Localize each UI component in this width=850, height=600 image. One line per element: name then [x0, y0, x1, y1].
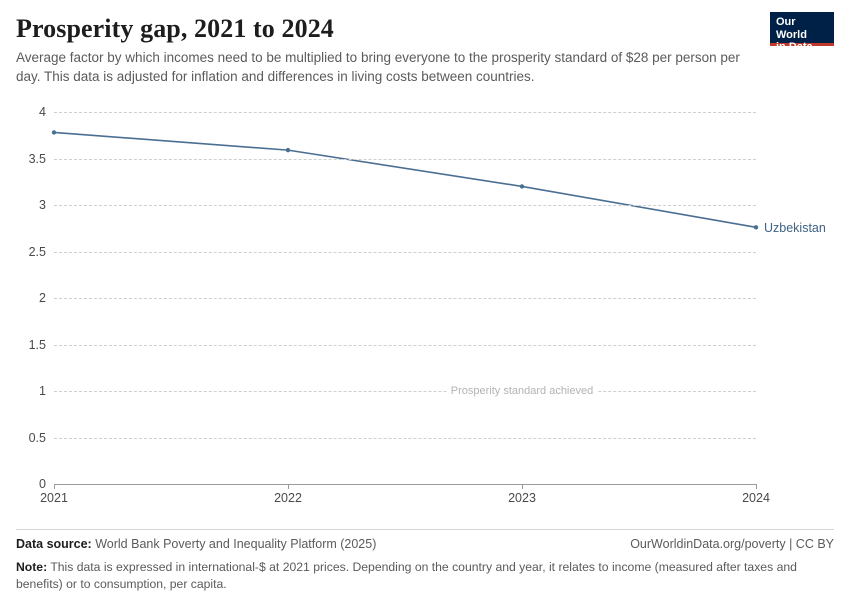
x-axis-tick-label: 2022	[274, 491, 302, 506]
y-axis-tick-label: 0.5	[28, 430, 46, 445]
gridline	[54, 298, 756, 299]
y-axis-tick-label: 1	[39, 384, 46, 399]
footer-sources-row	[16, 537, 834, 551]
logo-line-2: in Data	[776, 41, 813, 54]
series-point[interactable]	[52, 131, 56, 135]
owid-logo[interactable]	[770, 12, 834, 54]
x-axis-tick-label: 2024	[742, 491, 770, 506]
x-axis-tick-label: 2023	[508, 491, 536, 506]
y-axis-tick-label: 3.5	[28, 151, 46, 166]
series-point[interactable]	[754, 225, 758, 229]
data-source-label: Data source:	[16, 537, 92, 552]
footer-divider	[16, 529, 834, 530]
y-axis-tick-label: 4	[39, 105, 46, 120]
x-axis-tick-mark	[756, 484, 757, 489]
y-axis-tick-label: 0	[39, 477, 46, 492]
series-point[interactable]	[286, 148, 290, 152]
y-axis-tick-label: 2	[39, 291, 46, 306]
series-label-uzbekistan[interactable]: Uzbekistan	[764, 220, 826, 235]
gridline	[54, 484, 756, 485]
x-axis-tick-mark	[522, 484, 523, 489]
gridline	[54, 438, 756, 439]
chart-footer	[16, 529, 834, 592]
data-source	[16, 537, 376, 551]
y-axis-tick-label: 1.5	[28, 337, 46, 352]
note-text: This data is expressed in international-$ at 2021 prices. Depending on the country and year, it relates to income (measured after taxes and benefits) or to consumption, per capita.	[16, 560, 797, 591]
note-label: Note:	[16, 560, 48, 575]
owid-link[interactable]: OurWorldinData.org/poverty | CC BY	[630, 537, 834, 552]
gridline	[54, 345, 756, 346]
plot-region[interactable]	[28, 105, 826, 506]
chart-area[interactable]	[16, 100, 834, 510]
series-point[interactable]	[520, 185, 524, 189]
gridline	[54, 252, 756, 253]
gridline	[54, 159, 756, 160]
x-axis-tick-label: 2021	[40, 491, 68, 506]
chart-annotation: Prosperity standard achieved	[447, 385, 597, 397]
chart-subtitle: Average factor by which incomes need to be multiplied to bring everyone to the prosperity standard of $28 per person per day. This data is adjusted for inflation and differences in living costs between countries.	[16, 50, 740, 84]
y-axis-tick-label: 3	[39, 198, 46, 213]
gridline	[54, 391, 756, 392]
page-title: Prosperity gap, 2021 to 2024	[16, 14, 334, 43]
y-axis-tick-label: 2.5	[28, 244, 46, 259]
gridline	[54, 205, 756, 206]
chart-header	[16, 14, 834, 86]
x-axis-tick-mark	[288, 484, 289, 489]
gridline	[54, 112, 756, 113]
series-line	[54, 133, 756, 228]
chart-note	[16, 559, 816, 592]
x-axis-tick-mark	[54, 484, 55, 489]
logo-line-1: Our World	[776, 16, 807, 41]
data-source-text: World Bank Poverty and Inequality Platform (2025)	[95, 537, 377, 552]
